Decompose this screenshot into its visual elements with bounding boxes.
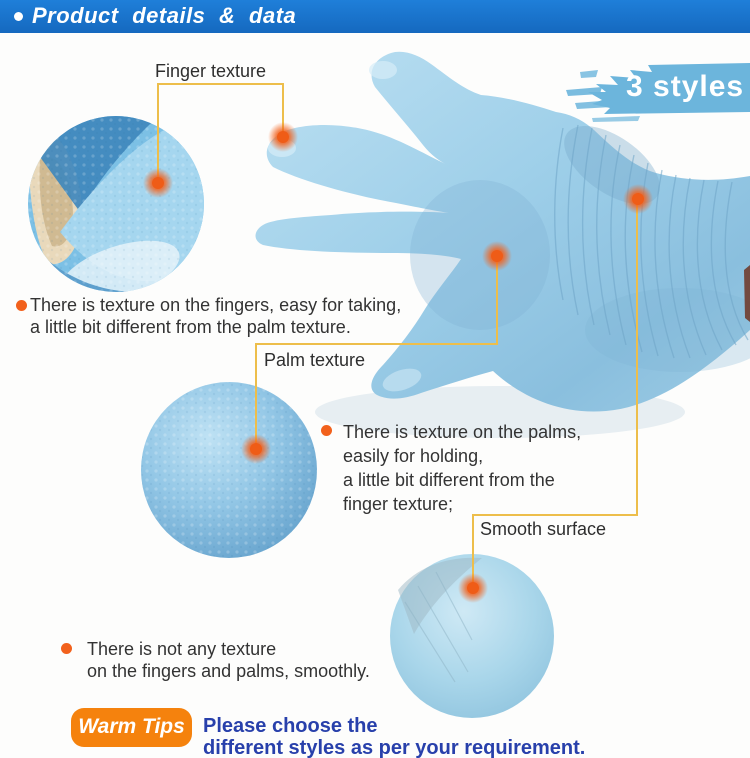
- text-line: There is texture on the fingers, easy for taking,: [30, 295, 402, 315]
- bullet-icon: [14, 12, 23, 21]
- styles-badge: 3 styles: [626, 70, 745, 103]
- smooth-surface-label: Smooth surface: [480, 519, 607, 539]
- marker-palm-circle: [241, 434, 271, 464]
- text-line: There is not any texture: [87, 639, 277, 659]
- marker-finger-circle: [143, 168, 173, 198]
- bullet-dot-icon: [16, 300, 27, 311]
- bullet-dot-icon: [61, 643, 72, 654]
- marker-palm-glove: [482, 241, 512, 271]
- marker-wrist: [623, 184, 653, 214]
- text-line: a little bit different from the palm texture.: [30, 317, 351, 337]
- palm-texture-label: Palm texture: [264, 350, 366, 370]
- text-line: Please choose the: [203, 715, 378, 737]
- marker-fingertip: [268, 122, 298, 152]
- finger-texture-label: Finger texture: [155, 61, 267, 81]
- header-bar: [0, 0, 750, 33]
- palm-texture-circle: [141, 382, 317, 558]
- smooth-surface-text: [87, 638, 370, 682]
- bullet-dot-icon: [321, 425, 332, 436]
- warm-tips-text: [203, 715, 585, 758]
- finger-texture-text: [30, 294, 401, 338]
- finger-texture-circle: [28, 81, 206, 316]
- marker-smooth-circle: [458, 573, 488, 603]
- text-line: finger texture;: [343, 494, 454, 514]
- text-line: on the fingers and palms, smoothly.: [87, 661, 370, 681]
- palm-texture-text: [343, 420, 581, 516]
- warm-tips-badge: Warm Tips: [71, 708, 192, 747]
- text-line: There is texture on the palms,: [343, 422, 582, 442]
- page-title: Product details & data: [32, 2, 297, 28]
- text-line: different styles as per your requirement.: [203, 737, 586, 758]
- text-line: a little bit different from the: [343, 470, 555, 490]
- text-line: easily for holding,: [343, 446, 484, 466]
